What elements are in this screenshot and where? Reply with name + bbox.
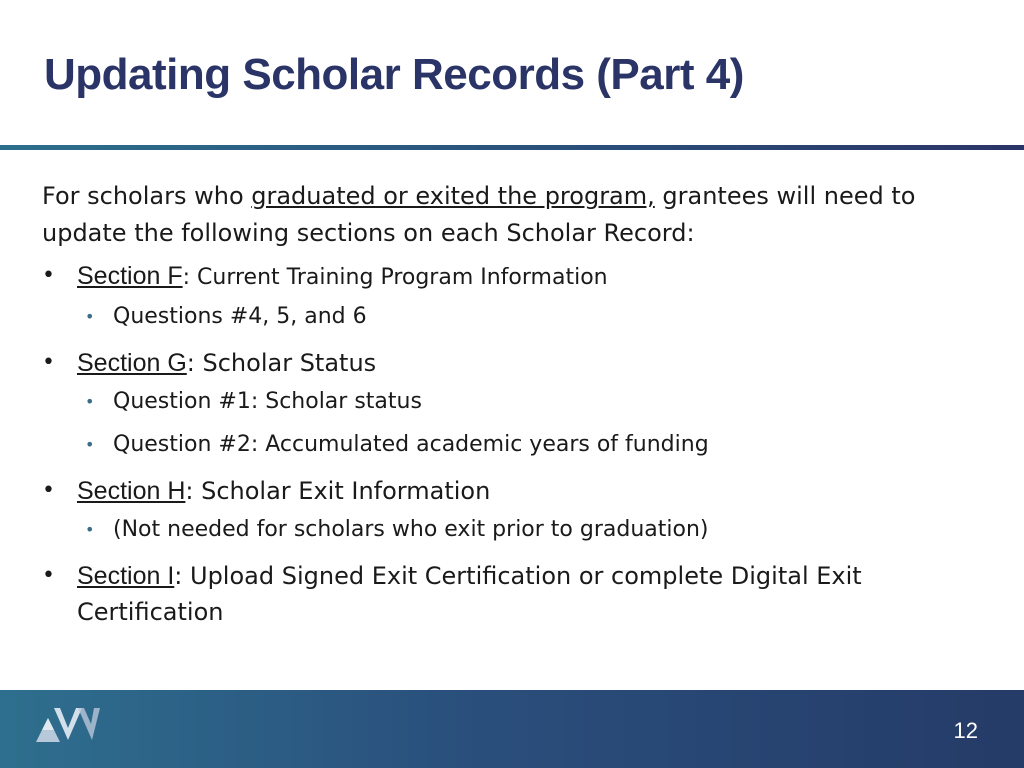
slide-content bbox=[42, 178, 1002, 637]
section-description: : Current Training Program Information bbox=[182, 265, 608, 290]
bullet-icon: • bbox=[42, 350, 55, 375]
sub-item bbox=[77, 430, 1002, 460]
sub-item-text: Question #2: Accumulated academic years of funding bbox=[113, 432, 709, 457]
av-logo-icon bbox=[34, 704, 102, 744]
sub-list bbox=[77, 302, 1002, 332]
section-heading: Section G bbox=[77, 349, 187, 377]
section-item-h bbox=[42, 473, 1002, 545]
sub-item bbox=[77, 302, 1002, 332]
sub-item bbox=[77, 515, 1002, 545]
sub-item-text: Questions #4, 5, and 6 bbox=[113, 304, 367, 329]
sub-bullet-icon: • bbox=[85, 392, 95, 411]
sub-item bbox=[77, 387, 1002, 417]
section-heading: Section I bbox=[77, 562, 175, 590]
page-number: 12 bbox=[953, 718, 978, 743]
section-description: : Scholar Exit Information bbox=[185, 477, 491, 505]
section-item-g bbox=[42, 345, 1002, 460]
section-item-i bbox=[42, 558, 1002, 630]
section-item-f bbox=[42, 258, 1002, 332]
section-heading: Section H bbox=[77, 477, 186, 505]
sub-bullet-icon: • bbox=[85, 520, 95, 539]
bullet-icon: • bbox=[42, 478, 55, 503]
sub-item-text: (Not needed for scholars who exit prior to graduation) bbox=[113, 517, 709, 542]
sub-bullet-icon: • bbox=[85, 307, 95, 326]
section-heading: Section F bbox=[77, 262, 183, 290]
bullet-icon: • bbox=[42, 563, 55, 588]
footer-bar bbox=[0, 690, 1024, 768]
section-list bbox=[42, 258, 1002, 630]
slide-title: Updating Scholar Records (Part 4) bbox=[44, 50, 744, 99]
intro-text-underlined: graduated or exited the program, bbox=[251, 182, 655, 210]
intro-text-after: grantees will need to update the following sections on each Scholar Record: bbox=[42, 182, 916, 247]
bullet-icon: • bbox=[42, 263, 55, 288]
sub-item-text: Question #1: Scholar status bbox=[113, 389, 422, 414]
section-description: : Upload Signed Exit Certification or complete Digital Exit Certification bbox=[77, 562, 862, 626]
title-divider bbox=[0, 145, 1024, 150]
sub-list bbox=[77, 515, 1002, 545]
sub-list bbox=[77, 387, 1002, 460]
intro-text-before: For scholars who bbox=[42, 182, 252, 210]
sub-bullet-icon: • bbox=[85, 435, 95, 454]
section-description: : Scholar Status bbox=[186, 349, 377, 377]
intro-paragraph bbox=[42, 178, 1002, 252]
